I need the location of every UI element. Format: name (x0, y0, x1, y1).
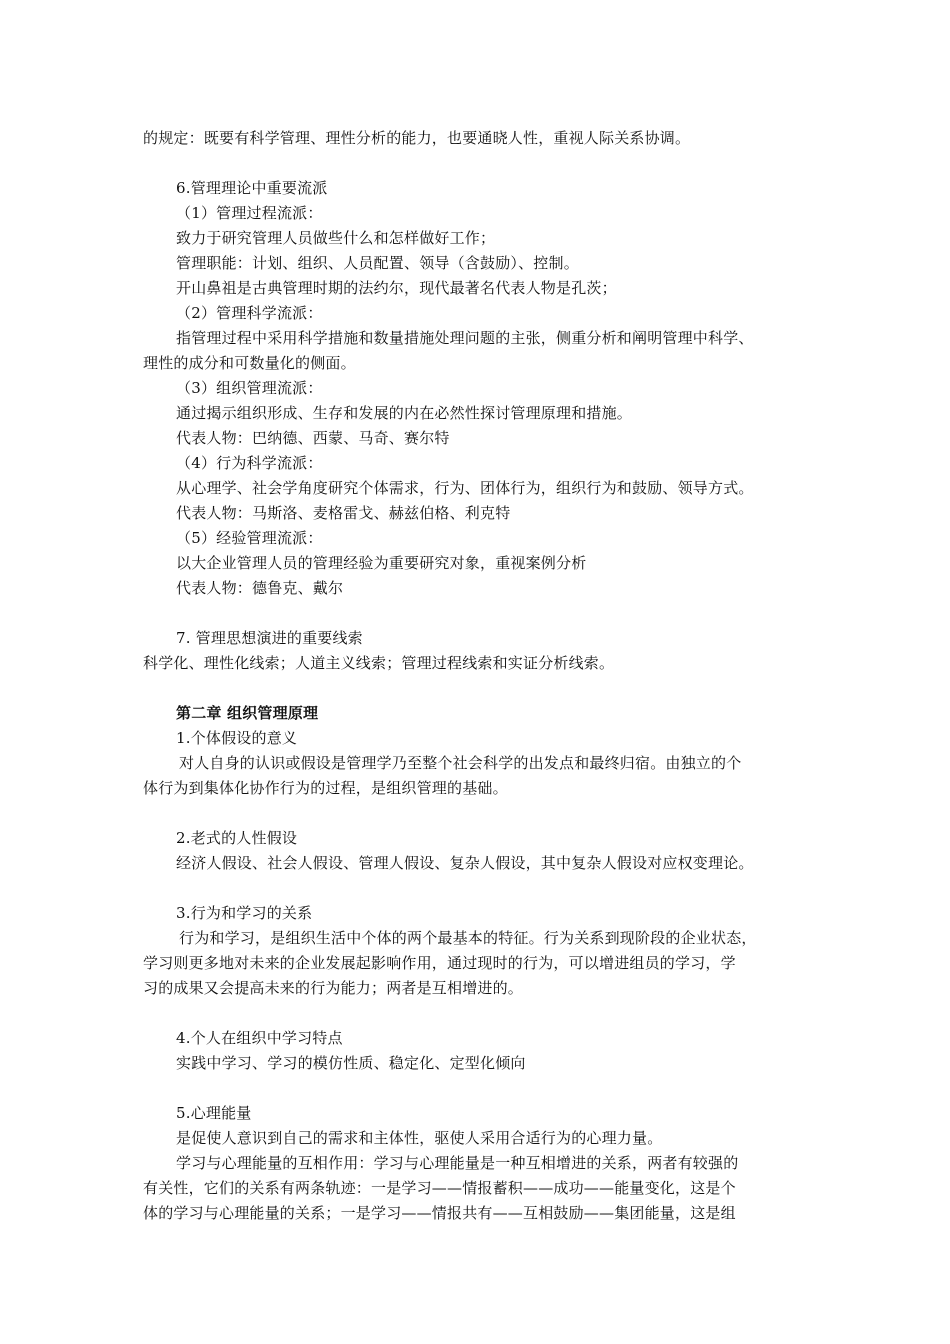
text-line: 通过揭示组织形成、生存和发展的内在必然性探讨管理原理和措施。 (176, 404, 633, 422)
text-line: 学习与心理能量的互相作用：学习与心理能量是一种互相增进的关系，两者有较强的 (176, 1154, 739, 1172)
text-line: 学习则更多地对未来的企业发展起影响作用，通过现时的行为，可以增进组员的学习，学 (143, 954, 736, 972)
paragraph-gap (143, 801, 823, 826)
chapter-heading: 第二章 组织管理原理 (176, 704, 319, 722)
section-heading: 7. 管理思想演进的重要线索 (176, 629, 363, 647)
section-heading: 5.心理能量 (176, 1104, 252, 1122)
subsection-heading: （2）管理科学流派： (176, 304, 323, 322)
text-line: 实践中学习、学习的模仿性质、稳定化、定型化倾向 (176, 1054, 526, 1072)
text-line: 致力于研究管理人员做些什么和怎样做好工作； (176, 229, 496, 247)
text-line: 理性的成分和可数量化的侧面。 (143, 354, 356, 372)
text-line: 经济人假设、社会人假设、管理人假设、复杂人假设，其中复杂人假设对应权变理论。 (176, 854, 754, 872)
text-line: 代表人物：巴纳德、西蒙、马奇、赛尔特 (176, 429, 450, 447)
section-heading: 6.管理理论中重要流派 (176, 179, 328, 197)
text-line: 科学化、理性化线索；人道主义线索；管理过程线索和实证分析线索。 (143, 654, 615, 672)
paragraph-gap (143, 1076, 823, 1101)
subsection-heading: （3）组织管理流派： (176, 379, 323, 397)
paragraph-gap (143, 1001, 823, 1026)
paragraph-gap (143, 876, 823, 901)
text-line: 体的学习与心理能量的关系；一是学习——情报共有——互相鼓励——集团能量，这是组 (143, 1204, 736, 1222)
text-line: 开山鼻祖是古典管理时期的法约尔，现代最著名代表人物是孔茨； (176, 279, 617, 297)
subsection-heading: （5）经验管理流派： (176, 529, 323, 547)
section-heading: 3.行为和学习的关系 (176, 904, 313, 922)
section-heading: 4.个人在组织中学习特点 (176, 1029, 343, 1047)
text-line: 以大企业管理人员的管理经验为重要研究对象，重视案例分析 (176, 554, 587, 572)
text-line: 从心理学、社会学角度研究个体需求，行为、团体行为，组织行为和鼓励、领导方式。 (176, 479, 754, 497)
subsection-heading: （1）管理过程流派： (176, 204, 323, 222)
paragraph-gap (143, 676, 823, 701)
text-line: 代表人物：马斯洛、麦格雷戈、赫兹伯格、利克特 (176, 504, 511, 522)
subsection-heading: （4）行为科学流派： (176, 454, 323, 472)
section-heading: 1.个体假设的意义 (176, 729, 298, 747)
text-line: 习的成果又会提高未来的行为能力；两者是互相增进的。 (143, 979, 524, 997)
paragraph-gap (143, 601, 823, 626)
text-line: 指管理过程中采用科学措施和数量措施处理问题的主张，侧重分析和阐明管理中科学、 (176, 329, 754, 347)
paragraph-gap (143, 151, 823, 176)
text-line: 代表人物：德鲁克、戴尔 (176, 579, 344, 597)
document-body (143, 126, 823, 1226)
text-line: 管理职能：计划、组织、人员配置、领导（含鼓励）、控制。 (176, 254, 579, 272)
text-line: 体行为到集体化协作行为的过程，是组织管理的基础。 (143, 779, 508, 797)
text-line: 的规定：既要有科学管理、理性分析的能力，也要通晓人性，重视人际关系协调。 (143, 129, 691, 147)
text-line: 行为和学习，是组织生活中个体的两个最基本的特征。行为关系到现阶段的企业状态， (179, 929, 757, 947)
text-line: 对人自身的认识或假设是管理学乃至整个社会科学的出发点和最终归宿。由独立的个 (179, 754, 742, 772)
text-line: 是促使人意识到自己的需求和主体性，驱使人采用合适行为的心理力量。 (176, 1129, 663, 1147)
section-heading: 2.老式的人性假设 (176, 829, 298, 847)
text-line: 有关性，它们的关系有两条轨迹：一是学习——情报蓄积——成功——能量变化，这是个 (143, 1179, 736, 1197)
